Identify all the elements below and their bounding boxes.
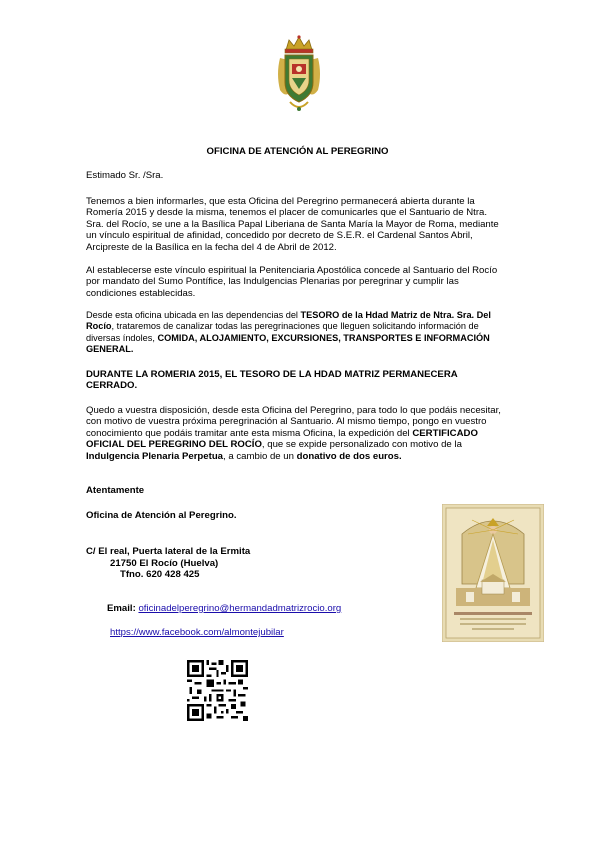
address-block <box>86 546 250 581</box>
tesoro-services: COMIDA, ALOJAMIENTO, EXCURSIONES, TRANSPORTES E INFORMACIÓN GENERAL. <box>86 332 490 355</box>
facebook-link[interactable]: https://www.facebook.com/almontejubilar <box>110 627 284 638</box>
signature: Oficina de Atención al Peregrino. <box>86 510 237 521</box>
document-title: OFICINA DE ATENCIÓN AL PEREGRINO <box>206 146 389 157</box>
address-line-street: C/ El real, Puerta lateral de la Ermita <box>86 546 251 557</box>
pilgrim-certificate-image <box>442 504 544 642</box>
email-row <box>107 603 341 614</box>
paragraph-indulgencias: Al establecerse este vínculo espiritual la Penitenciaria Apostólica concede al Santuario del Rocío por mandato del Sumo Pontífice, las Indulgencias Plenarias por peregrinar y cumplir las condiciones establecidas. <box>86 265 498 299</box>
certificado-name: CERTIFICADO OFICIAL DEL PEREGRINO DEL ROCÍO <box>86 427 478 451</box>
indulgencia-name: Indulgencia Plenaria Perpetua <box>86 450 224 462</box>
tesoro-location: TESORO de la Hdad Matriz de Ntra. Sra. Del Rocío <box>86 310 491 332</box>
email-link[interactable]: oficinadelperegrino@hermandadmatrizrocio.org <box>138 603 342 614</box>
qr-code <box>187 660 248 721</box>
hermandad-crest-logo <box>274 34 324 114</box>
notice-closed: DURANTE LA ROMERIA 2015, EL TESORO DE LA HDAD MATRIZ PERMANECERA CERRADO. <box>86 369 458 392</box>
paragraph-certificado <box>86 405 506 462</box>
certificado-text-2: , que se expide personalizado con motivo de la <box>261 439 462 451</box>
closing: Atentamente <box>86 485 145 496</box>
donativo: donativo de dos euros. <box>296 450 402 462</box>
tesoro-text-2: , trataremos de canalizar todas las peregrinaciones que lleguen solicitando información de diversas índoles, <box>86 321 479 343</box>
facebook-row <box>110 627 284 638</box>
address-line-phone: Tfno. 620 428 425 <box>120 569 200 581</box>
certificado-text-3: , a cambio de un <box>223 450 297 462</box>
greeting: Estimado Sr. /Sra. <box>86 170 164 181</box>
paragraph-romeria: Tenemos a bien informarles, que esta Oficina del Peregrino permanecerá abierta durante la Romería 2015 y desde la misma, tenemos el placer de comunicarles que el Santuario de Ntra. Sra. del Rocío, se une a la Basílica Papal Liberiana de Santa María la Mayor de Roma, mediante un vínculo espiritual de afinidad, concedido por decreto de S.E.R. el Cardenal Santos Abril, Arcipreste de la Basílica en la fecha del 4 de Abril de 2012. <box>86 196 499 253</box>
email-label: Email: <box>107 603 136 614</box>
tesoro-text-1: Desde esta oficina ubicada en las dependencias del <box>86 310 301 320</box>
address-line-city: 21750 El Rocío (Huelva) <box>110 557 219 569</box>
certificado-text-1: Quedo a vuestra disposición, desde esta Oficina del Peregrino, para todo lo que podáis necesitar, con motivo de vuestra próxima peregrinación al Santuario. Al mismo tiempo, pongo en vuestro conocimiento que podáis tramitar ante esta misma Oficina, la expedición del <box>86 405 501 439</box>
paragraph-tesoro <box>86 310 506 356</box>
